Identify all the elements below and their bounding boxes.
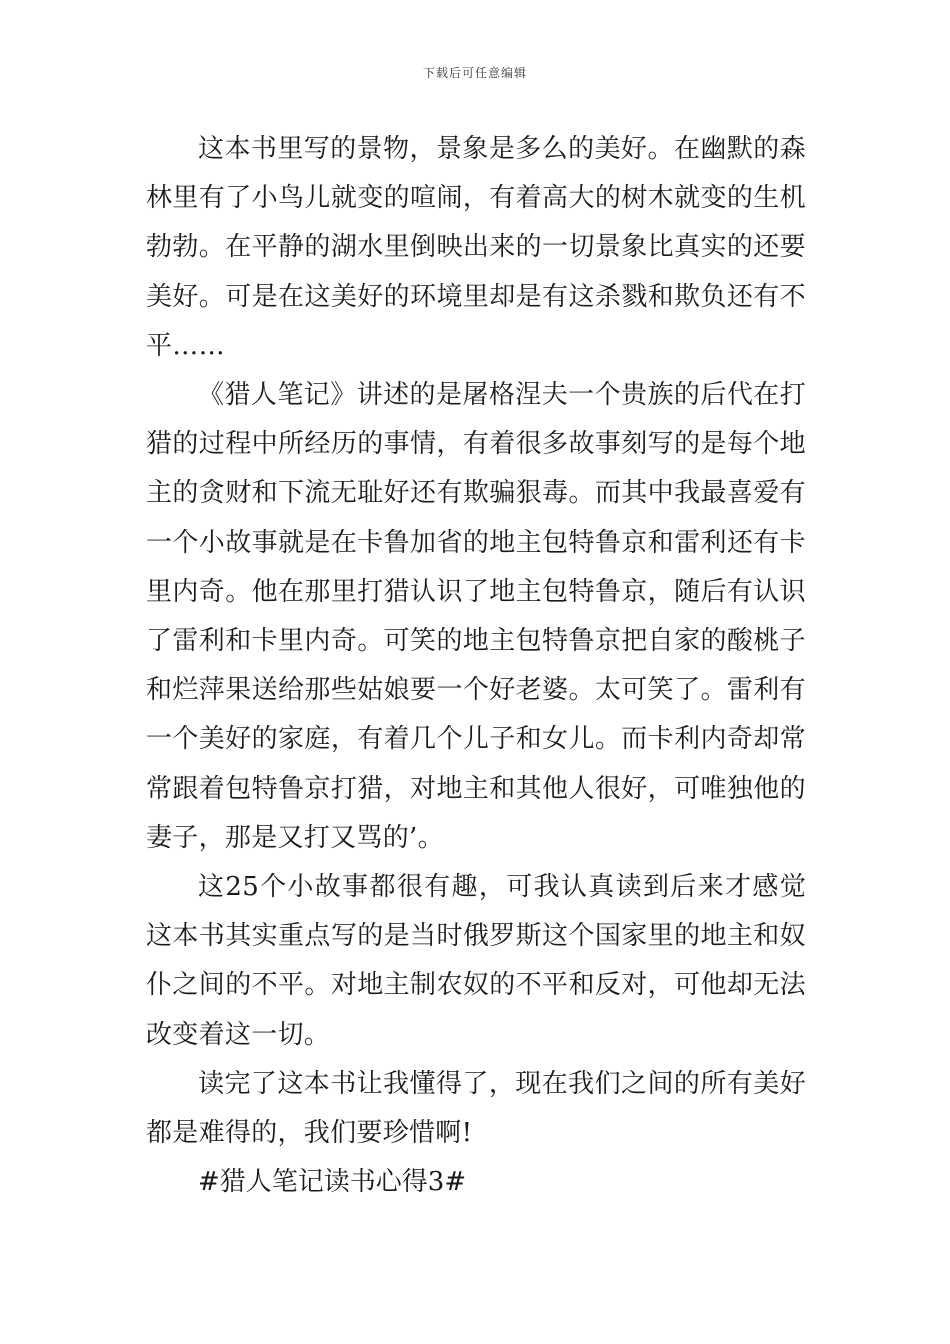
paragraph-scenery: 这本书里写的景物，景象是多么的美好。在幽默的森林里有了小鸟儿就变的喧闹，有着高大的树木就变的生机勃勃。在平静的湖水里倒映出来的一切景象比真实的还要美好。可是在这美好的环境里却是有这杀戮和欺负还有不平…… [146, 134, 806, 361]
paragraph-theme: 这25个小故事都很有趣，可我认真读到后来才感觉这本书其实重点写的是当时俄罗斯这个国家里的地主和奴仆之间的不平。对地主制农奴的不平和反对，可他却无法改变着这一切。 [146, 872, 806, 1050]
section-heading: #猎人笔记读书心得3# [198, 1167, 467, 1198]
document-body [146, 125, 806, 1207]
paragraph-story-summary: 《猎人笔记》讲述的是屠格涅夫一个贵族的后代在打猎的过程中所经历的事情，有着很多故事刻写的是每个地主的贪财和下流无耻好还有欺骗狠毒。而其中我最喜爱有一个小故事就是在卡鲁加省的地主包特鲁京和雷利还有卡里内奇。他在那里打猎认识了地主包特鲁京，随后有认识了雷利和卡里内奇。可笑的地主包特鲁京把自家的酸桃子和烂萍果送给那些姑娘要一个好老婆。太可笑了。雷利有一个美好的家庭，有着几个儿子和女儿。而卡利内奇却常常跟着包特鲁京打猎，对地主和其他人很好，可唯独他的妻子，那是又打又骂的’。 [146, 380, 806, 853]
header-note: 下载后可任意编辑 [422, 66, 527, 80]
paragraph-conclusion: 读完了这本书让我懂得了，现在我们之间的所有美好都是难得的，我们要珍惜啊! [146, 1068, 806, 1149]
